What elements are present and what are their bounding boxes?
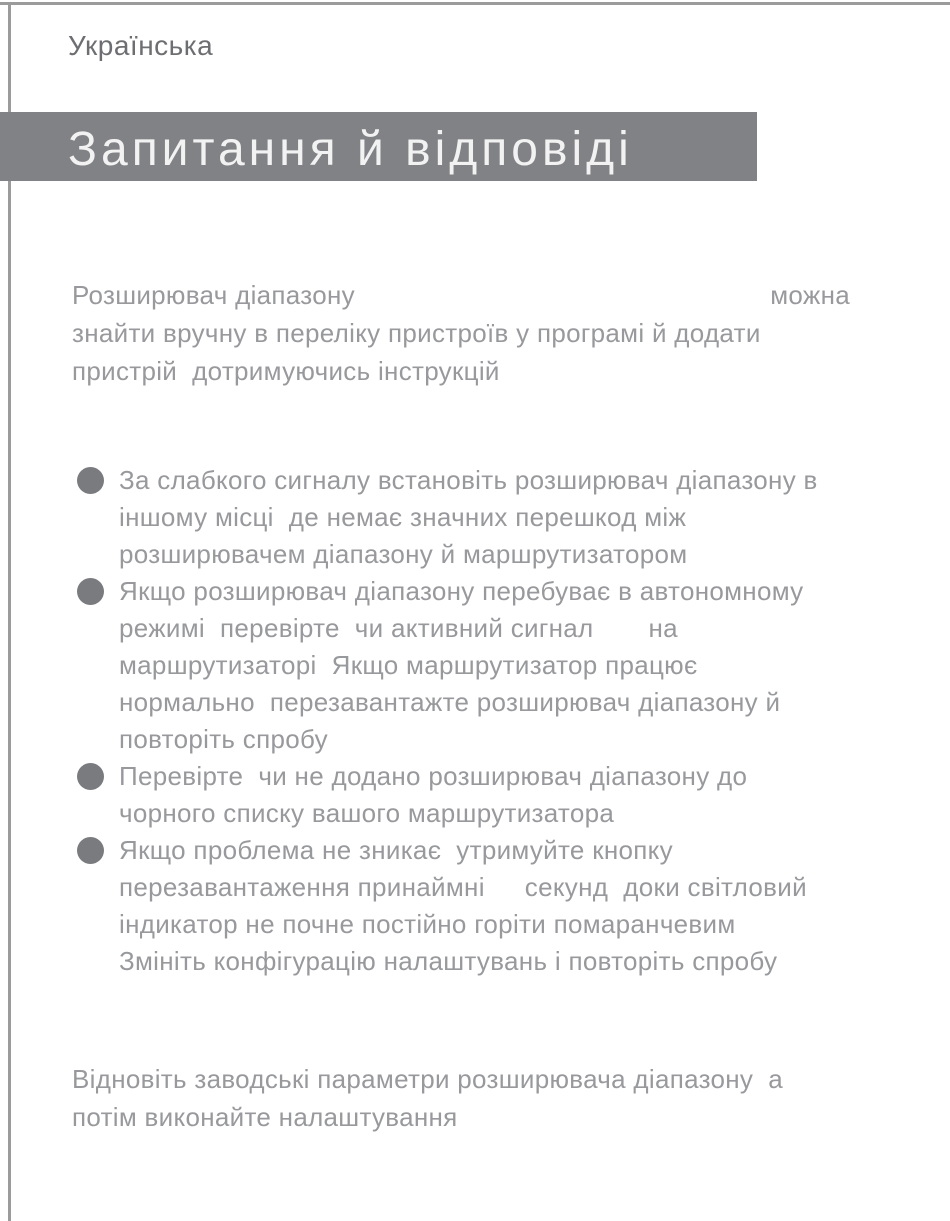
bullet-4-line-2 — [119, 869, 855, 906]
intro-line-1 — [72, 276, 850, 314]
bullet-2-line-4: нормально перезавантажте розширювач діапазону й — [119, 687, 781, 717]
bullet-2-text — [119, 573, 855, 758]
intro-line-2: знайти вручну в переліку пристроїв у програмі й додати — [72, 318, 761, 348]
bullet-2-line-2-right: на — [648, 613, 678, 643]
language-label: Українська — [68, 30, 214, 61]
intro-line-1-right: можна — [770, 280, 850, 310]
bullet-dot-icon — [77, 578, 104, 605]
bullet-2-line-2-left: режимі перевірте чи активний сигнал — [119, 613, 594, 643]
troubleshooting-bullet-list — [77, 462, 855, 980]
reset-line-2: потім виконайте налаштування — [72, 1102, 458, 1132]
section-header-bar — [0, 112, 757, 181]
bullet-4-line-2-right: секунд доки світловий — [524, 872, 807, 902]
page-top-rule — [0, 2, 950, 5]
intro-line-3: пристрій дотримуючись інструкцій — [72, 356, 500, 386]
bullet-3-line-2: чорного списку вашого маршрутизатора — [119, 798, 615, 828]
bullet-item-1 — [77, 462, 855, 573]
bullet-4-line-2-left: перезавантаження принаймні — [119, 872, 485, 902]
bullet-3-line-1: Перевірте чи не додано розширювач діапазону до — [119, 761, 748, 791]
bullet-1-line-3: розширювачем діапазону й маршрутизатором — [119, 539, 688, 569]
bullet-dot-icon — [77, 837, 104, 864]
bullet-4-line-3: індикатор не почне постійно горіти помаранчевим — [119, 909, 736, 939]
bullet-1-line-1: За слабкого сигналу встановіть розширювач діапазону в — [119, 465, 818, 495]
reset-paragraph — [72, 1060, 872, 1136]
bullet-2-line-3: маршрутизаторі Якщо маршрутизатор працює — [119, 650, 698, 680]
bullet-2-line-2 — [119, 610, 855, 647]
reset-line-1: Відновіть заводські параметри розширювача діапазону а — [72, 1064, 784, 1094]
bullet-dot-icon — [77, 467, 104, 494]
bullet-dot-icon — [77, 763, 104, 790]
page-title: Запитання й відповіді — [68, 123, 633, 176]
bullet-item-2 — [77, 573, 855, 758]
bullet-1-line-2: іншому місці де немає значних перешкод між — [119, 502, 687, 532]
bullet-item-4 — [77, 832, 855, 980]
intro-paragraph — [72, 276, 850, 390]
bullet-3-text — [119, 758, 855, 832]
bullet-4-line-4: Змініть конфігурацію налаштувань і повторіть спробу — [119, 946, 778, 976]
intro-line-1-left: Розширювач діапазону — [72, 280, 355, 310]
bullet-item-3 — [77, 758, 855, 832]
bullet-1-text — [119, 462, 855, 573]
bullet-2-line-5: повторіть спробу — [119, 724, 328, 754]
bullet-2-line-1: Якщо розширювач діапазону перебуває в автономному — [119, 576, 804, 606]
page-left-rule — [8, 2, 11, 1221]
bullet-4-text — [119, 832, 855, 980]
bullet-4-line-1: Якщо проблема не зникає утримуйте кнопку — [119, 835, 673, 865]
